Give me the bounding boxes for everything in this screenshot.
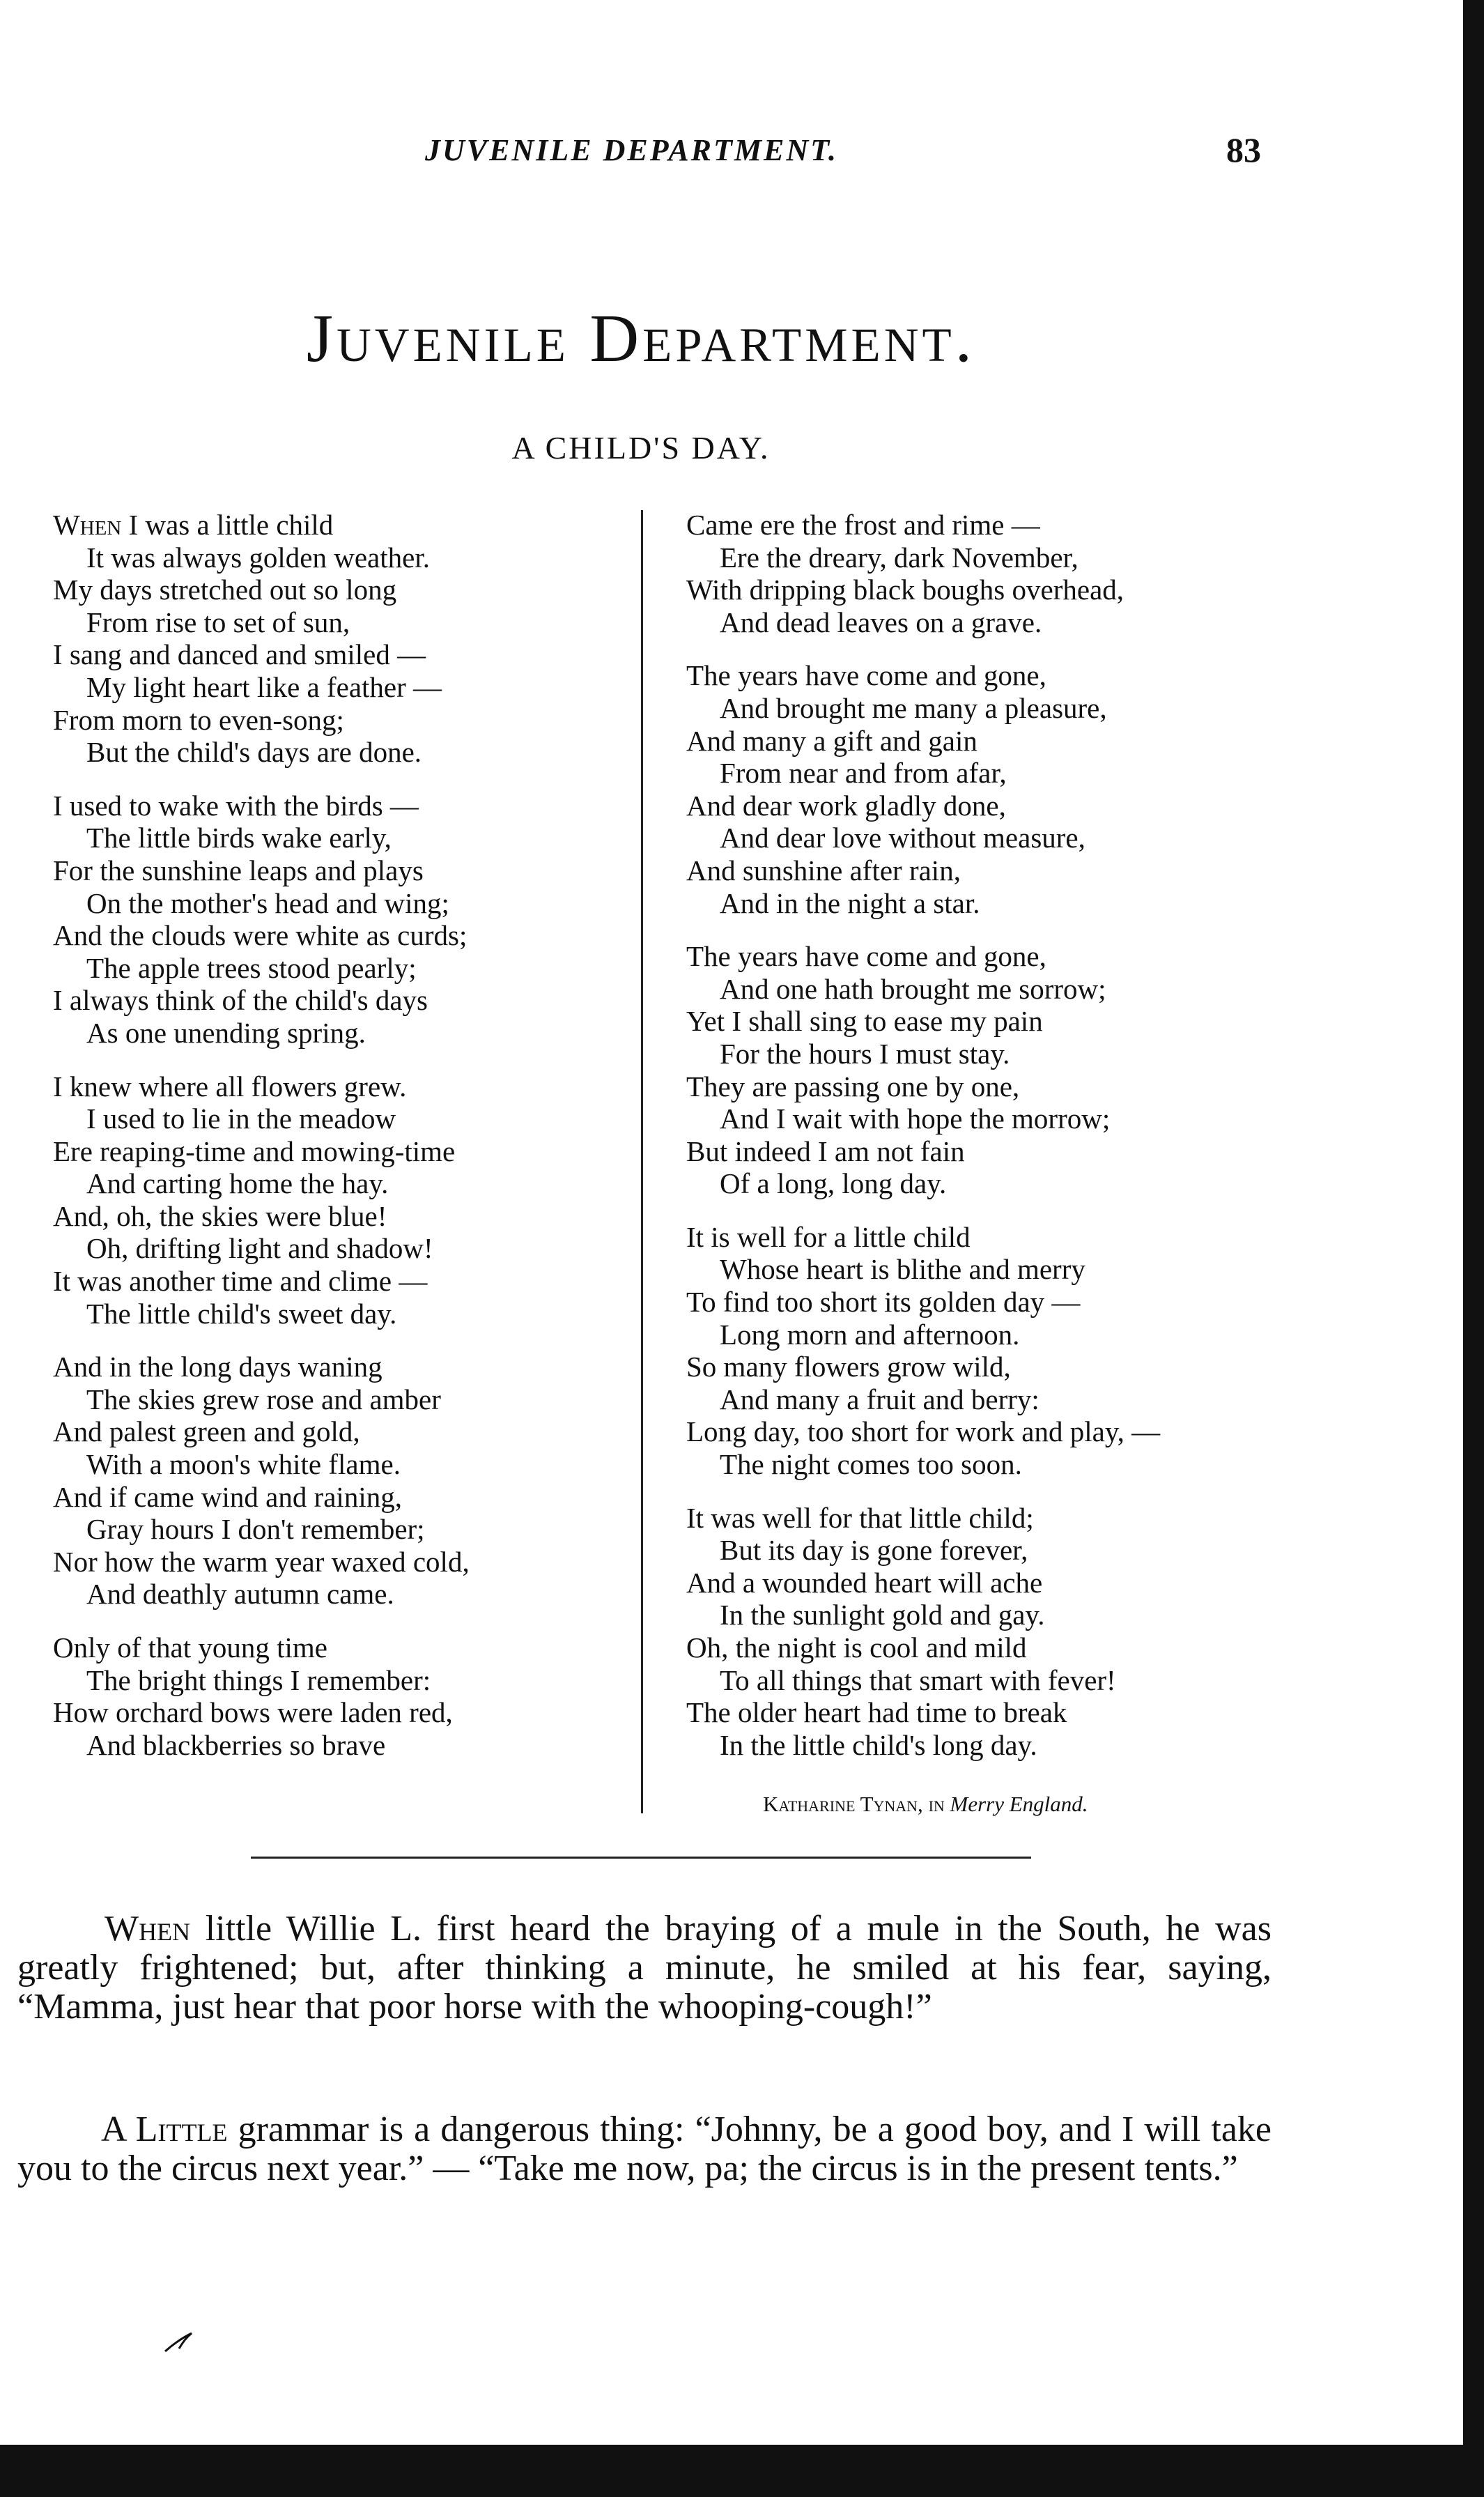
poem-line: And in the long days waning (53, 1351, 382, 1383)
poem-right-column (686, 509, 1160, 1761)
poem-line: The years have come and gone, (686, 940, 1046, 973)
poem-line: And dear love without measure, (720, 822, 1085, 854)
section-separator (251, 1857, 1031, 1859)
poem-line: It was always golden weather. (86, 541, 430, 574)
anecdote-lead: A Little (101, 2110, 228, 2149)
poem-line-rest: I was a little child (121, 509, 334, 541)
poem-line: And carting home the hay. (86, 1167, 389, 1200)
poem-line: Only of that young time (53, 1631, 328, 1664)
poem-line: From near and from afar, (720, 757, 1007, 790)
poem-line: My days stretched out so long (53, 574, 397, 606)
page-number: 83 (1226, 130, 1261, 169)
poem-line: From rise to set of sun, (86, 606, 350, 638)
poem-line: And a wounded heart will ache (686, 1566, 1043, 1599)
poem-title: A CHILD'S DAY. (511, 430, 771, 466)
poem-line: The skies grew rose and amber (86, 1383, 441, 1415)
poem-line: I always think of the child's days (53, 984, 428, 1017)
poem-line: And sunshine after rain, (686, 854, 961, 886)
poem-line: But its day is gone forever, (720, 1534, 1028, 1567)
poem-line: The bright things I remember: (86, 1664, 431, 1696)
running-head: JUVENILE DEPARTMENT. (425, 133, 838, 167)
poem-line: The years have come and gone, (686, 659, 1046, 692)
attribution-author: Katharine Tynan, (763, 1792, 923, 1816)
poem-line: As one unending spring. (86, 1016, 366, 1049)
stanza-break (53, 769, 470, 790)
poem-line: I used to wake with the birds — (53, 789, 419, 822)
anecdote-text: little Willie L. first heard the braying of a mule in the South, he was greatly frightened; but, after thinking a minute, he smiled at his fear, saying, “Mamma, just hear that poor horse with the whooping-cough!” (17, 1909, 1272, 2027)
poem-line: They are passing one by one, (686, 1070, 1020, 1102)
page-title: Juvenile Department. (306, 301, 976, 376)
attribution-source: Merry England. (950, 1792, 1088, 1816)
poem-line: And in the night a star. (720, 886, 980, 919)
poem-line: Long day, too short for work and play, — (686, 1415, 1161, 1448)
poem-line: Gray hours I don't remember; (86, 1513, 425, 1546)
poem-line: I used to lie in the meadow (86, 1102, 396, 1135)
poem-left-column (53, 509, 470, 1761)
poem-line: Long morn and afternoon. (720, 1318, 1020, 1351)
stanza-break (53, 1330, 470, 1351)
poem-line: And, oh, the skies were blue! (53, 1199, 387, 1232)
poem-line: And dear work gladly done, (686, 789, 1006, 822)
poem-line: Yet I shall sing to ease my pain (686, 1005, 1043, 1038)
poem-line: Of a long, long day. (720, 1167, 947, 1200)
poem-line: Ere reaping-time and mowing-time (53, 1135, 456, 1167)
poem-line: Ere the dreary, dark November, (720, 541, 1079, 574)
poem-line: And I wait with hope the morrow; (720, 1102, 1111, 1135)
poem-line: So many flowers grow wild, (686, 1351, 1011, 1383)
stanza-break (53, 1611, 470, 1631)
poem-line: I knew where all flowers grew. (53, 1070, 407, 1102)
poem-line: And many a gift and gain (686, 724, 977, 757)
poem-line: With a moon's white flame. (86, 1448, 401, 1481)
poem-line (53, 509, 470, 541)
anecdote-paragraph-1 (17, 1910, 1272, 2027)
poem-line: But indeed I am not fain (686, 1135, 965, 1167)
poem-line: To all things that smart with fever! (720, 1664, 1116, 1696)
stanza-break (686, 1481, 1160, 1502)
page-edge-right (1463, 0, 1484, 2497)
stanza-break (686, 919, 1160, 940)
stanza-break (686, 1200, 1160, 1221)
poem-line: The little child's sweet day. (86, 1297, 397, 1330)
column-rule (641, 510, 643, 1813)
stanza-break (53, 1050, 470, 1070)
poem-line: But the child's days are done. (86, 736, 422, 769)
page-edge-bottom (0, 2445, 1484, 2497)
poem-line: And blackberries so brave (86, 1728, 386, 1761)
poem-line: The night comes too soon. (720, 1448, 1022, 1481)
poem-line: To find too short its golden day — (686, 1286, 1081, 1319)
poem-line: It was another time and clime — (53, 1265, 428, 1298)
anecdote-text: grammar is a dangerous thing: “Johnny, be a good boy, and I will take you to the circus next year.” — “Take me now, pa; the circus is in the present tents.” (17, 2110, 1272, 2188)
poem-line: And palest green and gold, (53, 1415, 360, 1448)
poem-line: And dead leaves on a grave. (720, 606, 1042, 638)
poem-line: For the hours I must stay. (720, 1037, 1010, 1070)
poem-line: It is well for a little child (686, 1220, 971, 1253)
poem-line: From morn to even-song; (53, 703, 344, 736)
attribution-connector: in (922, 1792, 950, 1816)
poem-line: Oh, drifting light and shadow! (86, 1232, 433, 1265)
stanza-break (686, 638, 1160, 659)
poem-line: And if came wind and raining, (53, 1480, 402, 1513)
poem-line: And the clouds were white as curds; (53, 919, 467, 952)
poem-line: How orchard bows were laden red, (53, 1696, 453, 1729)
poem-attribution (763, 1792, 1088, 1817)
poem-line: For the sunshine leaps and plays (53, 854, 424, 886)
poem-line: My light heart like a feather — (86, 670, 442, 703)
anecdote-paragraph-2 (17, 2110, 1272, 2188)
poem-line: The older heart had time to break (686, 1696, 1067, 1729)
poem-line: On the mother's head and wing; (86, 886, 449, 919)
poem-line: The apple trees stood pearly; (86, 951, 417, 984)
poem-line: In the little child's long day. (720, 1728, 1037, 1761)
poem-line: Nor how the warm year waxed cold, (53, 1545, 470, 1578)
poem-line: Came ere the frost and rime — (686, 509, 1040, 541)
poem-line: With dripping black boughs overhead, (686, 574, 1124, 606)
pen-mark-icon (164, 2312, 240, 2354)
poem-line: The little birds wake early, (86, 822, 392, 854)
poem-line: And one hath brought me sorrow; (720, 972, 1106, 1005)
poem-line: Oh, the night is cool and mild (686, 1631, 1027, 1664)
poem-line: And many a fruit and berry: (720, 1383, 1039, 1415)
poem-line: I sang and danced and smiled — (53, 638, 426, 671)
poem-line: And brought me many a pleasure, (720, 691, 1107, 724)
anecdote-lead: When (105, 1909, 191, 1949)
poem-line: In the sunlight gold and gay. (720, 1599, 1045, 1631)
poem-line: Whose heart is blithe and merry (720, 1253, 1085, 1286)
poem-opening-word: When (53, 509, 122, 541)
poem-line: It was well for that little child; (686, 1501, 1034, 1534)
poem-line: And deathly autumn came. (86, 1578, 394, 1611)
